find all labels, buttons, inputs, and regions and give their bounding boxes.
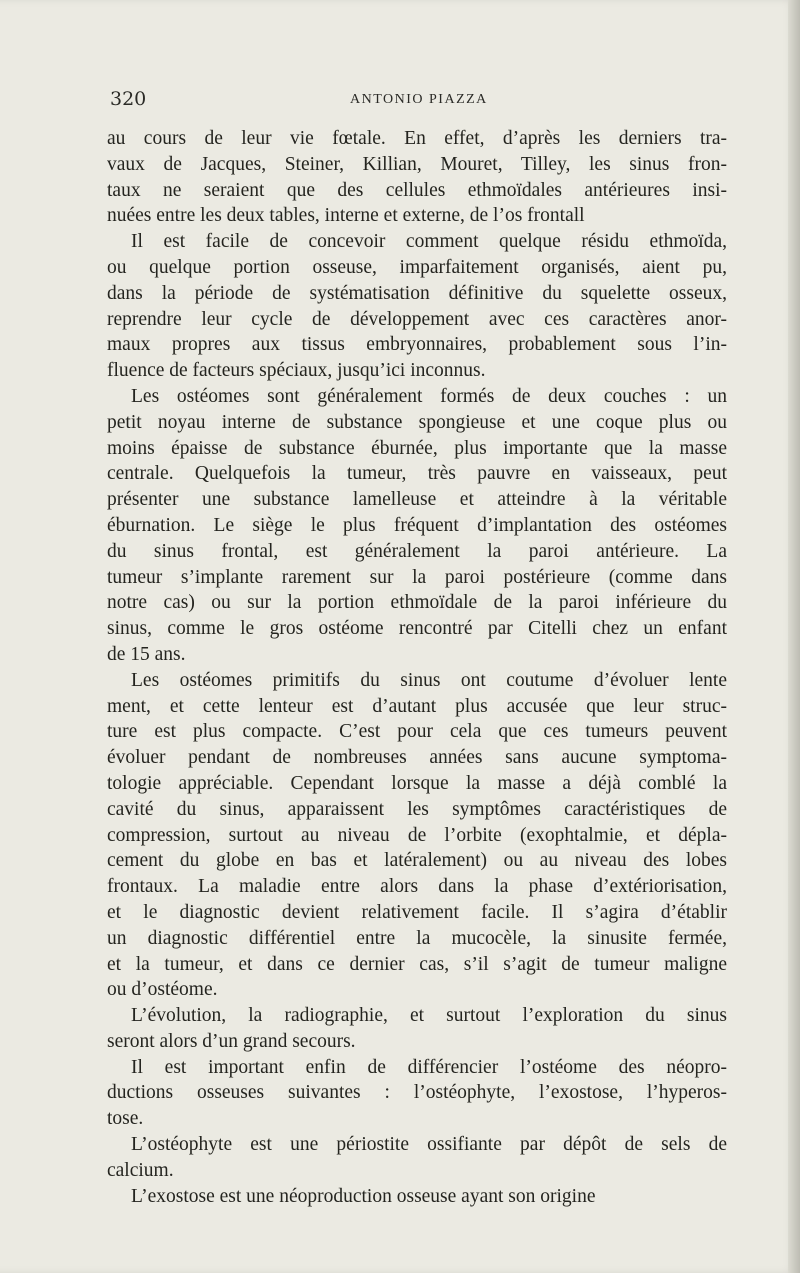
page-header — [110, 82, 730, 112]
text-line: L’ostéophyte est une périostite ossifiante par dépôt de sels de — [131, 1134, 727, 1156]
text-line: et la tumeur, et dans ce dernier cas, s’il s’agit de tumeur maligne — [107, 953, 727, 975]
text-line: taux ne seraient que des cellules ethmoïdales antérieures insi- — [107, 179, 727, 201]
text-line: Il est important enfin de différencier l’ostéome des néopro- — [131, 1056, 727, 1078]
page-number: 320 — [110, 88, 147, 110]
text-line: Les ostéomes sont généralement formés de deux couches : un — [131, 385, 727, 407]
paragraph — [107, 384, 727, 668]
text-line: cavité du sinus, apparaissent les symptômes caractéristiques de — [107, 798, 727, 820]
text-line: présenter une substance lamelleuse et atteindre à la véritable — [107, 489, 727, 511]
text-line: seront alors d’un grand secours. — [107, 1030, 356, 1052]
text-line: éburnation. Le siège le plus fréquent d’implantation des ostéomes — [107, 514, 727, 536]
text-line: centrale. Quelquefois la tumeur, très pauvre en vaisseaux, peut — [107, 463, 727, 485]
running-head: ANTONIO PIAZZA — [350, 92, 488, 107]
text-line: tumeur s’implante rarement sur la paroi postérieure (comme dans — [107, 566, 727, 588]
text-line: tose. — [107, 1108, 144, 1130]
text-line: ment, et cette lenteur est d’autant plus accusée que leur struc- — [107, 695, 727, 717]
text-line: reprendre leur cycle de développement avec ces caractères anor- — [107, 308, 727, 330]
paragraph — [107, 126, 727, 229]
text-line: cement du globe en bas et latéralement) ou au niveau des lobes — [107, 850, 727, 872]
paragraph — [107, 1184, 727, 1210]
text-line: compression, surtout au niveau de l’orbite (exophtalmie, et dépla- — [107, 824, 727, 846]
text-line: Les ostéomes primitifs du sinus ont coutume d’évoluer lente — [131, 669, 727, 691]
body-text — [107, 126, 727, 1209]
text-line: du sinus frontal, est généralement la paroi antérieure. La — [107, 540, 727, 562]
paragraph — [107, 1132, 727, 1184]
text-line: au cours de leur vie fœtale. En effet, d’après les derniers tra- — [107, 128, 727, 149]
text-line: ou quelque portion osseuse, imparfaitement organisés, aient pu, — [107, 256, 727, 278]
text-line: frontaux. La maladie entre alors dans la phase d’extériorisation, — [107, 876, 727, 898]
paragraph — [107, 668, 727, 1003]
text-line: de 15 ans. — [107, 643, 186, 665]
text-line: dans la période de systématisation définitive du squelette osseux, — [107, 282, 727, 304]
text-line: et le diagnostic devient relativement facile. Il s’agira d’établir — [107, 901, 727, 923]
text-line: L’évolution, la radiographie, et surtout l’exploration du sinus — [131, 1005, 727, 1027]
paragraph — [107, 1055, 727, 1132]
text-line: petit noyau interne de substance spongieuse et une coque plus ou — [107, 411, 727, 433]
text-line: ou d’ostéome. — [107, 979, 218, 1001]
text-line: sinus, comme le gros ostéome rencontré par Citelli chez un enfant — [107, 618, 727, 640]
page-edge-shadow — [788, 0, 800, 1273]
text-line: ductions osseuses suivantes : l’ostéophyte, l’exostose, l’hyperos- — [107, 1082, 727, 1104]
text-line: fluence de facteurs spéciaux, jusqu’ici inconnus. — [107, 360, 486, 382]
text-line: ture est plus compacte. C’est pour cela que ces tumeurs peuvent — [107, 721, 727, 743]
text-line: nuées entre les deux tables, interne et externe, de l’os frontall — [107, 205, 585, 227]
text-line: Il est facile de concevoir comment quelque résidu ethmoïda, — [131, 231, 727, 253]
text-line: un diagnostic différentiel entre la mucocèle, la sinusite fermée, — [107, 927, 727, 949]
text-line: L’exostose est une néoproduction osseuse ayant son origine — [131, 1185, 596, 1207]
paragraph — [107, 1003, 727, 1055]
text-line: évoluer pendant de nombreuses années sans aucune symptoma- — [107, 747, 727, 769]
text-line: moins épaisse de substance éburnée, plus importante que la masse — [107, 437, 727, 459]
paragraph — [107, 229, 727, 384]
text-line: maux propres aux tissus embryonnaires, probablement sous l’in- — [107, 334, 727, 356]
text-line: calcium. — [107, 1159, 174, 1181]
text-line: tologie appréciable. Cependant lorsque la masse a déjà comblé la — [107, 772, 727, 794]
text-line: notre cas) ou sur la portion ethmoïdale de la paroi inférieure du — [107, 592, 727, 614]
text-line: vaux de Jacques, Steiner, Killian, Mouret, Tilley, les sinus fron- — [107, 153, 727, 175]
